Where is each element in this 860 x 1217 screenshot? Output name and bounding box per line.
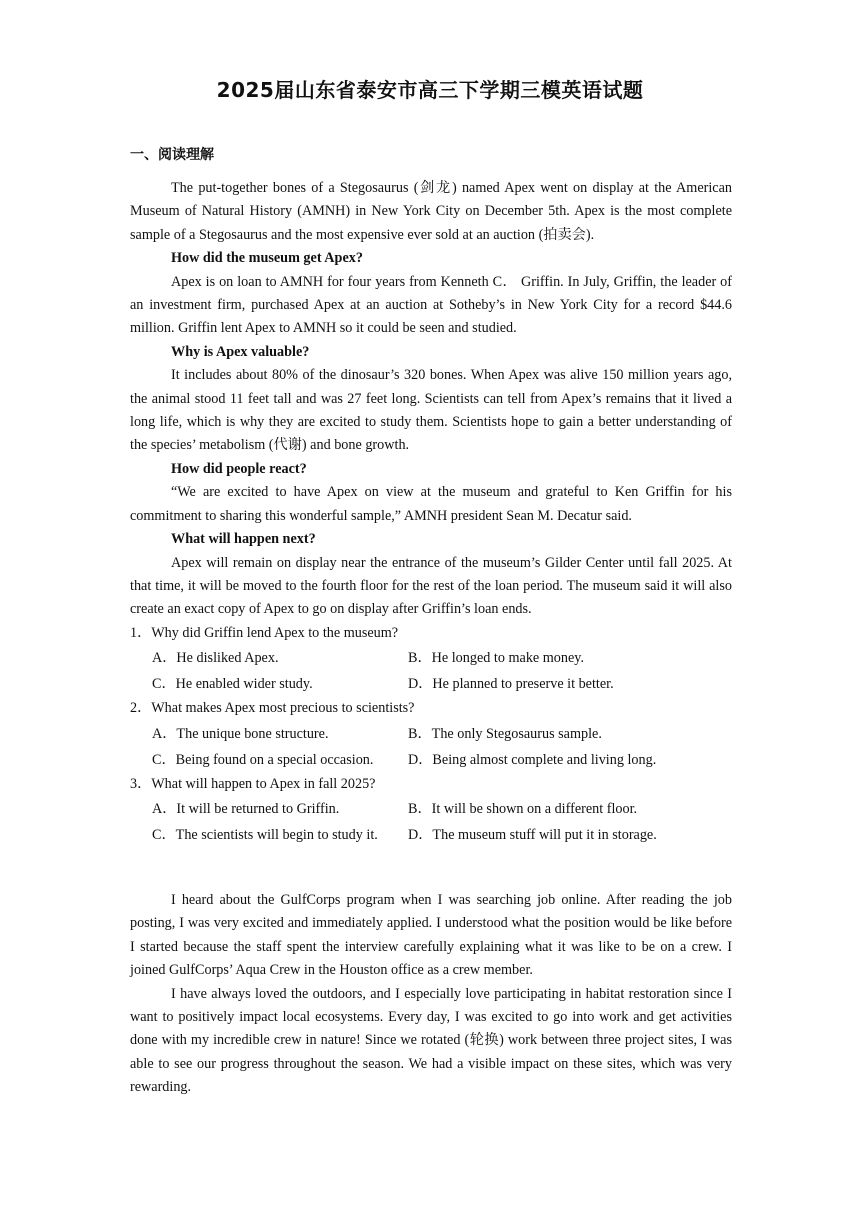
- page-title: 2025届山东省泰安市高三下学期三模英语试题: [216, 78, 644, 102]
- paragraph: “We are excited to have Apex on view at the museum and grateful to Ken Griffin for his commitment to sharing this wonderful sample,” AMNH president Sean M. Decatur said.: [130, 484, 732, 524]
- question-stem: 2．What makes Apex most precious to scientists?: [130, 700, 415, 717]
- question-3: [130, 773, 732, 848]
- question-stem: 1．Why did Griffin lend Apex to the museum?: [130, 624, 399, 641]
- option-a: A．It will be returned to Griffin.: [152, 800, 340, 817]
- option-row: [130, 747, 732, 773]
- option-b: B．He longed to make money.: [408, 650, 584, 667]
- subheading: Why is Apex valuable?: [171, 343, 310, 360]
- option-row: [130, 796, 732, 822]
- section-heading: 一、阅读理解: [130, 147, 214, 163]
- option-row: [130, 671, 732, 697]
- paragraph: It includes about 80% of the dinosaur’s 320 bones. When Apex was alive 150 million years ago, the animal stood 11 feet tall and was 27 feet long. Scientists can tell from Apex’s remains that it lived a long life, which is why they are excited to study them. Scientists hope to gain a better understanding of the species’ metabolism (代谢) and bone growth.: [130, 367, 732, 454]
- question-stem: 3．What will happen to Apex in fall 2025?: [130, 775, 376, 792]
- option-c: C．He enabled wider study.: [152, 676, 313, 693]
- option-row: [130, 721, 732, 747]
- passage-1: [130, 177, 732, 848]
- passage-2: [130, 889, 732, 1100]
- option-a: A．He disliked Apex.: [152, 650, 279, 667]
- subheading: How did people react?: [171, 460, 307, 477]
- paragraph: Apex is on loan to AMNH for four years from Kenneth C． Griffin. In July, Griffin, the leader of an investment firm, purchased Apex at an auction at Sotheby’s in New York City for a record $44.6 million. Griffin lent Apex to AMNH so it could be seen and studied.: [130, 273, 732, 337]
- paragraph: The put-together bones of a Stegosaurus (剑龙) named Apex went on display at the American Museum of Natural History (AMNH) in New York City on December 5th. Apex is the most complete sample of a Stegosaurus and the most expensive ever sold at an auction (拍卖会).: [130, 180, 732, 243]
- question-2: [130, 697, 732, 772]
- option-row: [130, 645, 732, 671]
- paragraph: I heard about the GulfCorps program when I was searching job online. After reading the job posting, I was very excited and immediately applied. I understood what the position would be like before I started because the staff spent the interview carefully explaining what it was like to be on a crew. I joined GulfCorps’ Aqua Crew in the Houston office as a crew member.: [130, 892, 732, 979]
- option-row: [130, 822, 732, 848]
- question-1: [130, 622, 732, 697]
- option-d: D．Being almost complete and living long.: [408, 751, 657, 768]
- paragraph: I have always loved the outdoors, and I especially love participating in habitat restoration since I want to positively impact local ecosystems. Every day, I was excited to go into work and get activities done with my incredible crew in nature! Since we rotated (轮换) work between three project sites, I was able to see our progress throughout the season. We had a visible impact on these sites, which was very rewarding.: [130, 985, 732, 1096]
- subheading: How did the museum get Apex?: [171, 250, 363, 267]
- subheading: What will happen next?: [171, 531, 316, 548]
- option-b: B．It will be shown on a different floor.: [408, 800, 638, 817]
- option-c: C．Being found on a special occasion.: [152, 751, 374, 768]
- option-d: D．He planned to preserve it better.: [408, 676, 614, 693]
- option-c: C．The scientists will begin to study it.: [152, 826, 378, 843]
- option-b: B．The only Stegosaurus sample.: [408, 725, 602, 742]
- option-a: A．The unique bone structure.: [152, 725, 329, 742]
- paragraph: Apex will remain on display near the entrance of the museum’s Gilder Center until fall 2025. At that time, it will be moved to the fourth floor for the rest of the loan period. The museum said it will also create an exact copy of Apex to go on display after Griffin’s loan ends.: [130, 554, 732, 618]
- option-d: D．The museum stuff will put it in storage.: [408, 826, 657, 843]
